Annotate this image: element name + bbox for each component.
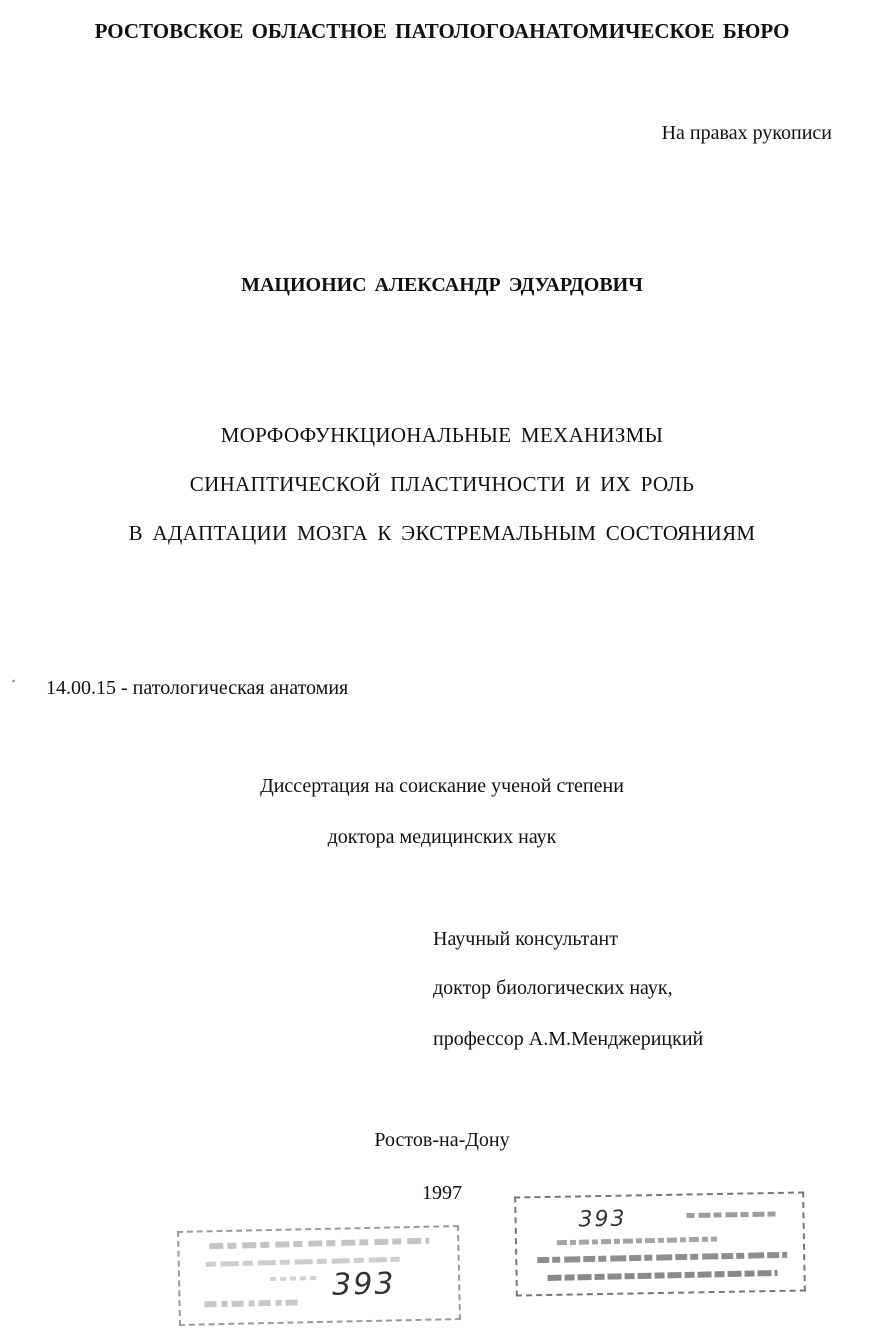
specialty-code: 14.00.15 - патологическая анатомия: [46, 677, 349, 699]
scan-speck: [12, 679, 16, 682]
year: 1997: [422, 1182, 462, 1204]
institution-header: РОСТОВСКОЕ ОБЛАСТНОЕ ПАТОЛОГОАНАТОМИЧЕСКОЕ БЮРО: [94, 19, 790, 43]
title-line-3: В АДАПТАЦИИ МОЗГА К ЭКСТРЕМАЛЬНЫМ СОСТОЯНИЯМ: [128, 521, 756, 545]
stamp-left-texture: [179, 1227, 461, 1326]
consultant-line-1: Научный консультант: [433, 928, 618, 950]
author-name: МАЦИОНИС АЛЕКСАНДР ЭДУАРДОВИЧ: [241, 274, 643, 296]
degree-line-2: доктора медицинских наук: [327, 826, 557, 848]
stamp-left-number: 393: [331, 1266, 396, 1303]
degree-line-1: Диссертация на соискание ученой степени: [260, 775, 624, 797]
consultant-line-3: профессор А.М.Менджерицкий: [433, 1028, 704, 1050]
title-line-1: МОРФОФУНКЦИОНАЛЬНЫЕ МЕХАНИЗМЫ: [220, 423, 664, 447]
stamp-right-number: 393: [578, 1206, 627, 1233]
title-line-2: СИНАПТИЧЕСКОЙ ПЛАСТИЧНОСТИ И ИХ РОЛЬ: [189, 472, 695, 496]
consultant-line-2: доктор биологических наук,: [433, 977, 673, 999]
library-stamp-left: [177, 1225, 461, 1326]
stamp-right-texture: [516, 1193, 806, 1296]
manuscript-note: На правах рукописи: [661, 122, 832, 144]
library-stamp-right: [514, 1191, 806, 1296]
city: Ростов-на-Дону: [374, 1129, 510, 1151]
